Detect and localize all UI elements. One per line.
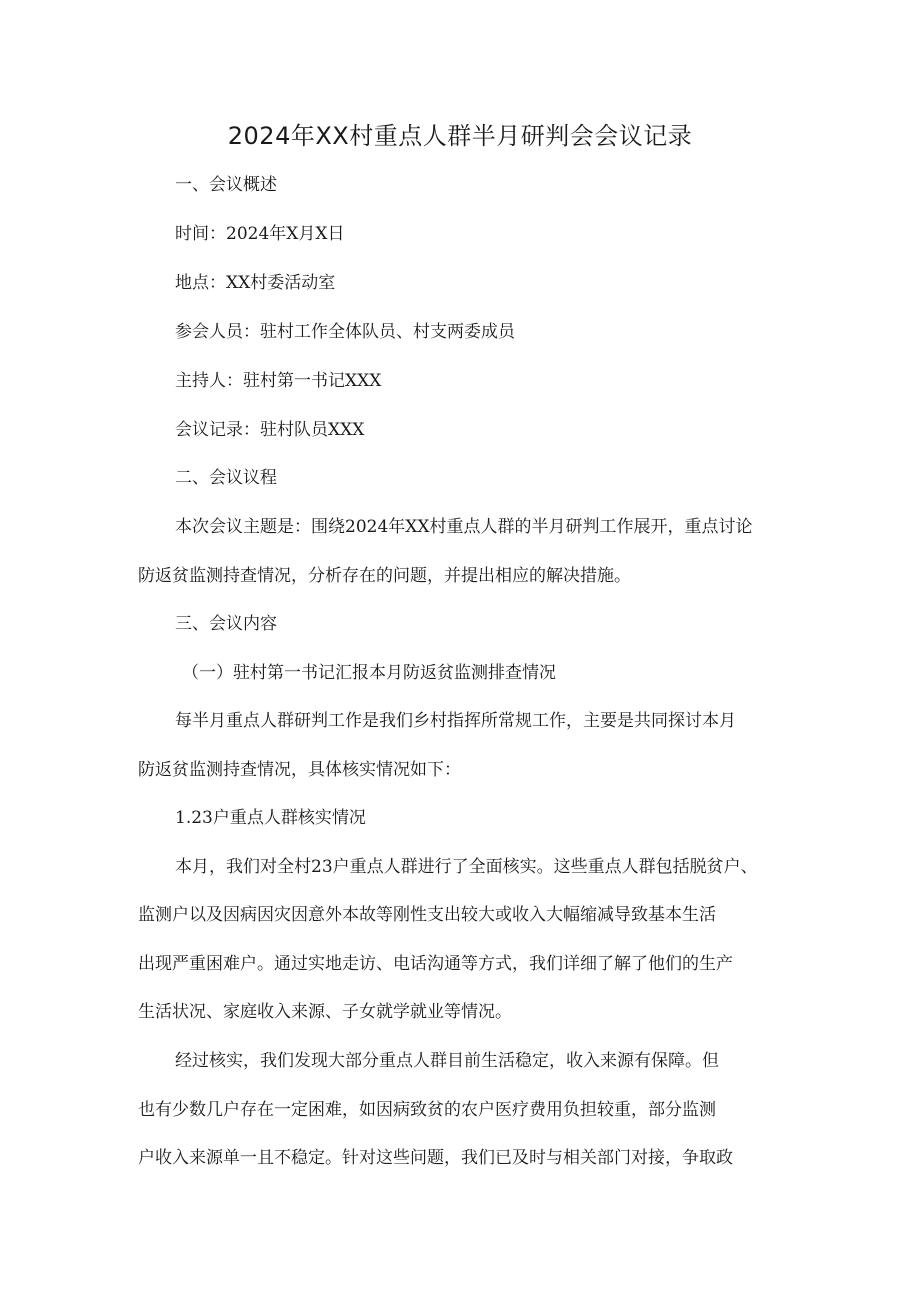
paragraph-line: 也有少数几户存在一定困难，如因病致贫的农户医疗费用负担较重，部分监测 [138,1100,716,1120]
meeting-host: 主持人：驻村第一书记XXX [175,371,382,391]
agenda-paragraph-line: 防返贫监测持查情况，分析存在的问题，并提出相应的解决措施。 [138,566,631,586]
paragraph-line: 每半月重点人群研判工作是我们乡村指挥所常规工作，主要是共同探讨本月 [175,711,736,731]
document-title: 2024年XX村重点人群半月研判会会议记录 [227,122,693,150]
paragraph-line: 本月，我们对全村23户重点人群进行了全面核实。这些重点人群包括脱贫户、 [175,857,758,877]
section-heading-content: 三、会议内容 [175,614,277,634]
paragraph-line: 经过核实，我们发现大部分重点人群目前生活稳定，收入来源有保障。但 [175,1051,719,1071]
agenda-paragraph-line: 本次会议主题是：围绕2024年XX村重点人群的半月研判工作展开，重点讨论 [175,517,753,537]
section-heading-overview: 一、会议概述 [175,175,277,195]
meeting-location: 地点：XX村委活动室 [175,273,336,293]
meeting-time: 时间：2024年X月X日 [175,224,345,244]
item-heading: 1.23户重点人群核实情况 [175,808,366,828]
meeting-attendees: 参会人员：驻村工作全体队员、村支两委成员 [175,322,515,342]
paragraph-line: 防返贫监测持查情况，具体核实情况如下： [138,760,461,780]
subsection-heading: （一）驻村第一书记汇报本月防返贫监测排查情况 [182,663,556,683]
meeting-recorder: 会议记录：驻村队员XXX [175,420,365,440]
paragraph-line: 生活状况、家庭收入来源、子女就学就业等情况。 [138,1002,512,1022]
section-heading-agenda: 二、会议议程 [175,468,277,488]
paragraph-line: 户收入来源单一且不稳定。针对这些问题，我们已及时与相关部门对接，争取政 [138,1148,733,1168]
paragraph-line: 监测户以及因病因灾因意外本故等刚性支出较大或收入大幅缩减导致基本生活 [138,905,716,925]
paragraph-line: 出现严重困难户。通过实地走访、电话沟通等方式，我们详细了解了他们的生产 [138,954,733,974]
